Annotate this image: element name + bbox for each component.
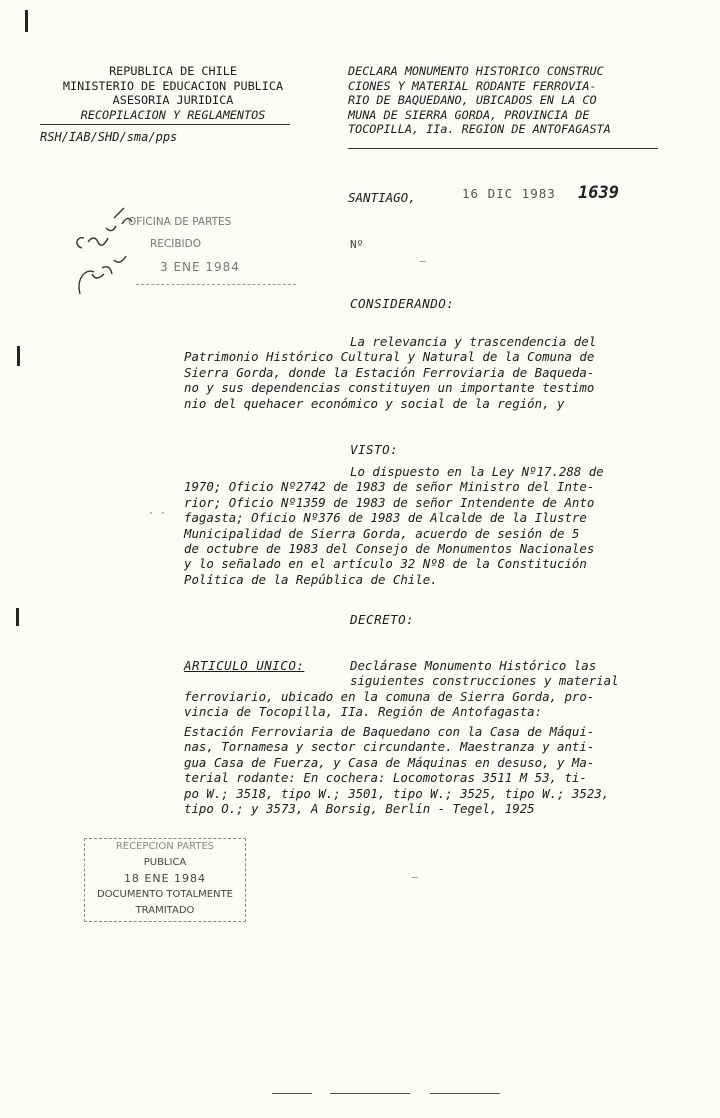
text-line: Patrimonio Histórico Cultural y Natural de la Comuna de xyxy=(184,349,595,365)
institution-header xyxy=(38,64,308,122)
text-line: Lo dispuesto en la Ley Nº17.288 de xyxy=(350,464,604,479)
office-name: RECOPILACION Y REGLAMENTOS xyxy=(80,107,266,122)
stamp-date: 3 ENE 1984 xyxy=(160,260,240,274)
margin-dots: · · xyxy=(148,508,167,519)
article-label: ARTICULO UNICO: xyxy=(184,658,305,673)
footer-rule xyxy=(430,1093,500,1094)
text-line: nio del quehacer económico y social de la región, y xyxy=(184,395,565,411)
text-line: de octubre de 1983 del Consejo de Monumentos Nacionales xyxy=(184,541,595,557)
summary-line: CIONES Y MATERIAL RODANTE FERROVIA- xyxy=(348,78,597,93)
dash-mark: – xyxy=(412,872,419,883)
reference-initials: RSH/IAB/SHD/sma/pps xyxy=(40,130,178,144)
text-line: fagasta; Oficio Nº376 de 1983 de Alcalde de la Ilustre xyxy=(184,510,587,526)
decreto-heading: DECRETO: xyxy=(350,612,415,627)
summary-line: DECLARA MONUMENTO HISTORICO CONSTRUC xyxy=(348,64,604,78)
stamp-status: DOCUMENTO TOTALMENTE xyxy=(96,889,234,900)
decree-number: 1639 xyxy=(578,183,619,203)
stamp-date: 18 ENE 1984 xyxy=(123,872,207,885)
header-divider-left xyxy=(40,124,290,125)
text-line: Estación Ferroviaria de Baquedano con la Casa de Máqui- xyxy=(184,724,595,739)
text-line: La relevancia y trascendencia del xyxy=(350,334,597,349)
text-line: y lo señalado en el artículo 32 Nº8 de la Constitución xyxy=(184,556,587,572)
summary-line: RIO DE BAQUEDANO, UBICADOS EN LA CO xyxy=(348,93,597,108)
received-stamp xyxy=(120,212,310,322)
margin-mark-top xyxy=(25,10,28,32)
stamp-status: RECIBIDO xyxy=(150,238,202,250)
ministry-name: MINISTERIO DE EDUCACION PUBLICA xyxy=(62,78,284,93)
text-line: Política de la República de Chile. xyxy=(184,571,438,587)
text-line: Declárase Monumento Histórico las xyxy=(350,658,597,673)
text-line: vincia de Tocopilla, IIa. Región de Antofagasta: xyxy=(184,704,543,720)
stamp-section: PUBLICA xyxy=(143,857,187,868)
processed-stamp xyxy=(84,838,246,922)
text-line: gua Casa de Fuerza, y Casa de Máquinas en desuso, y Ma- xyxy=(184,754,595,770)
text-line: tipo O.; y 3573, A Borsig, Berlín - Tegel, 1925 xyxy=(184,801,535,817)
text-line: nas, Tornamesa y sector circundante. Maestranza y anti- xyxy=(184,739,595,755)
country-name: REPUBLICA DE CHILE xyxy=(109,64,237,78)
dash-mark: – xyxy=(420,256,427,267)
stamp-office: OFICINA DE PARTES xyxy=(128,216,232,228)
text-line: no y sus dependencias constituyen un importante testimo xyxy=(184,380,595,396)
decree-summary xyxy=(348,64,668,137)
summary-line: MUNA DE SIERRA GORDA, PROVINCIA DE xyxy=(348,107,590,122)
text-line: po W.; 3518, tipo W.; 3501, tipo W.; 3525, tipo W.; 3523, xyxy=(184,785,610,801)
summary-line: TOCOPILLA, IIa. REGION DE ANTOFAGASTA xyxy=(348,122,611,137)
visto-text xyxy=(184,464,659,587)
text-line: Municipalidad de Sierra Gorda, acuerdo de sesión de 5 xyxy=(184,525,580,541)
margin-mark-mid2 xyxy=(16,608,19,626)
considerando-heading: CONSIDERANDO: xyxy=(350,296,455,311)
stamp-office: RECEPCION PARTES xyxy=(115,841,215,852)
article-detail xyxy=(184,724,659,816)
article-text xyxy=(184,658,659,720)
date-stamp: 16 DIC 1983 xyxy=(462,186,556,201)
visto-heading: VISTO: xyxy=(350,442,399,457)
text-line: Sierra Gorda, donde la Estación Ferroviaria de Baqueda- xyxy=(184,364,595,380)
considerando-text xyxy=(184,334,659,411)
margin-mark-mid1 xyxy=(17,346,20,366)
footer-rule xyxy=(330,1093,410,1094)
text-line: siguientes construcciones y material xyxy=(350,673,619,689)
header-divider-right xyxy=(348,148,658,149)
stamp-status-2: TRAMITADO xyxy=(135,905,195,916)
department-name: ASESORIA JURIDICA xyxy=(112,93,234,107)
text-line: ferroviario, ubicado en la comuna de Sierra Gorda, pro- xyxy=(184,688,595,704)
text-line: terial rodante: En cochera: Locomotoras 3511 M 53, ti- xyxy=(184,770,587,786)
number-label: Nº xyxy=(350,238,364,251)
footer-rule xyxy=(272,1093,312,1094)
stamp-rule xyxy=(136,284,296,285)
dateline-place: SANTIAGO, xyxy=(348,190,416,205)
text-line: 1970; Oficio Nº2742 de 1983 de señor Ministro del Inte- xyxy=(184,479,595,495)
text-line: rior; Oficio Nº1359 de 1983 de señor Intendente de Anto xyxy=(184,494,595,510)
